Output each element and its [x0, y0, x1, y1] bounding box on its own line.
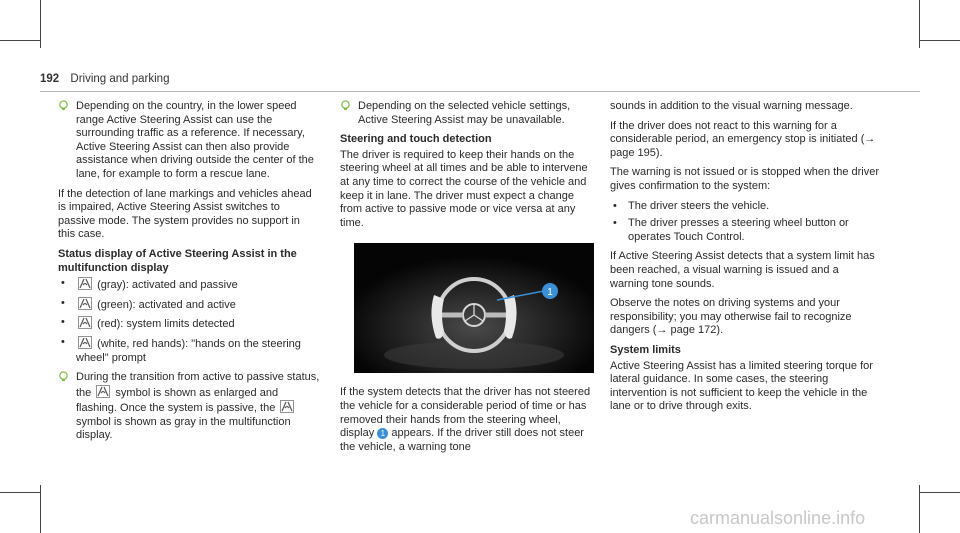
status-list [58, 277, 320, 365]
list-item: • (green): activated and active [61, 296, 236, 311]
paragraph: If the detection of lane markings and vehicles ahead is impaired, Active Steering Assist switches to passive mode. The system provides no support in this case. [58, 187, 312, 241]
section-heading: System limits [610, 343, 681, 356]
list-item: • (gray): activated and passive [61, 277, 238, 292]
header-rule [40, 91, 920, 92]
watermark: carmanualsonline.info [690, 508, 866, 528]
note-country [58, 100, 320, 182]
paragraph: If Active Steering Assist detects that a system limit has been reached, a visual warning is issued and a warning tone sounds. [610, 250, 875, 290]
note-bulb-icon [58, 371, 69, 382]
crop-mark [0, 40, 40, 41]
crop-mark [919, 492, 960, 493]
paragraph: Active Steering Assist has a limited steering torque for lateral guidance. In some cases, the steering intervention is not sufficient to keep the vehicle in the lane or to drive through exits. [610, 359, 873, 413]
paragraph: The driver is required to keep their hands on the steering wheel at all times and be able to intervene at any time to correct the course of the vehicle and keep it in lane. The driver must expect a change from active to passive mode or vice versa at any time. [340, 148, 588, 229]
paragraph: Observe the notes on driving systems and your responsibility; you may otherwise fail to recognize dangers (→ page 172). [610, 297, 852, 337]
steering-wheel-display-image [354, 243, 594, 373]
column-right [610, 100, 880, 420]
list-item: • The driver presses a steering wheel button or operates Touch Control. [613, 217, 849, 243]
paragraph: If the driver does not react to this warning for a considerable period, an emergency stop is initiated (→ page 195). [610, 119, 876, 159]
note-text: Depending on the country, in the lower speed range Active Steering Assist can use the surrounding traffic as a reference. If necessary, Active Steering Assist can then also provide assistance when driving outside the center of the lane, for example to form a rescue lane. [76, 100, 314, 180]
crop-mark [919, 40, 960, 41]
crop-mark [0, 492, 40, 493]
steering-assist-icon [78, 277, 92, 290]
crop-mark [40, 0, 41, 48]
list-item: • The driver steers the vehicle. [613, 199, 770, 212]
section-heading: Status display of Active Steering Assist in the multifunction display [58, 247, 297, 274]
callout-label: 1 [547, 287, 553, 298]
list-item: • (white, red hands): "hands on the steering wheel" prompt [61, 335, 301, 364]
note-vehicle-settings: Depending on the selected vehicle settings, Active Steering Assist may be unavailable. [340, 100, 592, 127]
note-bulb-icon [340, 100, 351, 111]
steering-assist-icon [78, 336, 92, 349]
steering-assist-icon [96, 385, 110, 398]
crop-mark [40, 485, 41, 533]
paragraph: The warning is not issued or is stopped when the driver gives confirmation to the system: [610, 166, 880, 192]
callout-badge: 1 [377, 428, 388, 439]
section-heading: Steering and touch detection [340, 133, 492, 146]
section-title: Driving and parking [70, 73, 170, 85]
note-bulb-icon [58, 100, 69, 111]
steering-assist-icon [280, 400, 294, 413]
page-header [40, 73, 169, 85]
steering-assist-icon [78, 297, 92, 310]
list-item: • (red): system limits detected [61, 316, 235, 331]
note-transition: During the transition from active to passive status, the symbol is shown as enlarged and flashing. Once the system is passive, the symbol is shown as gray in the multifunction display. [58, 371, 320, 443]
column-left [58, 100, 320, 449]
paragraph: sounds in addition to the visual warning message. [610, 100, 853, 112]
steering-assist-icon [78, 316, 92, 329]
confirmation-list [610, 200, 880, 245]
paragraph: If the system detects that the driver has not steered the vehicle for a considerable period of time or has removed their hands from the steering wheel, display 1 appears. If the driver still does not steer the vehicle, a warning tone [340, 386, 591, 453]
page-number: 192 [40, 73, 60, 85]
